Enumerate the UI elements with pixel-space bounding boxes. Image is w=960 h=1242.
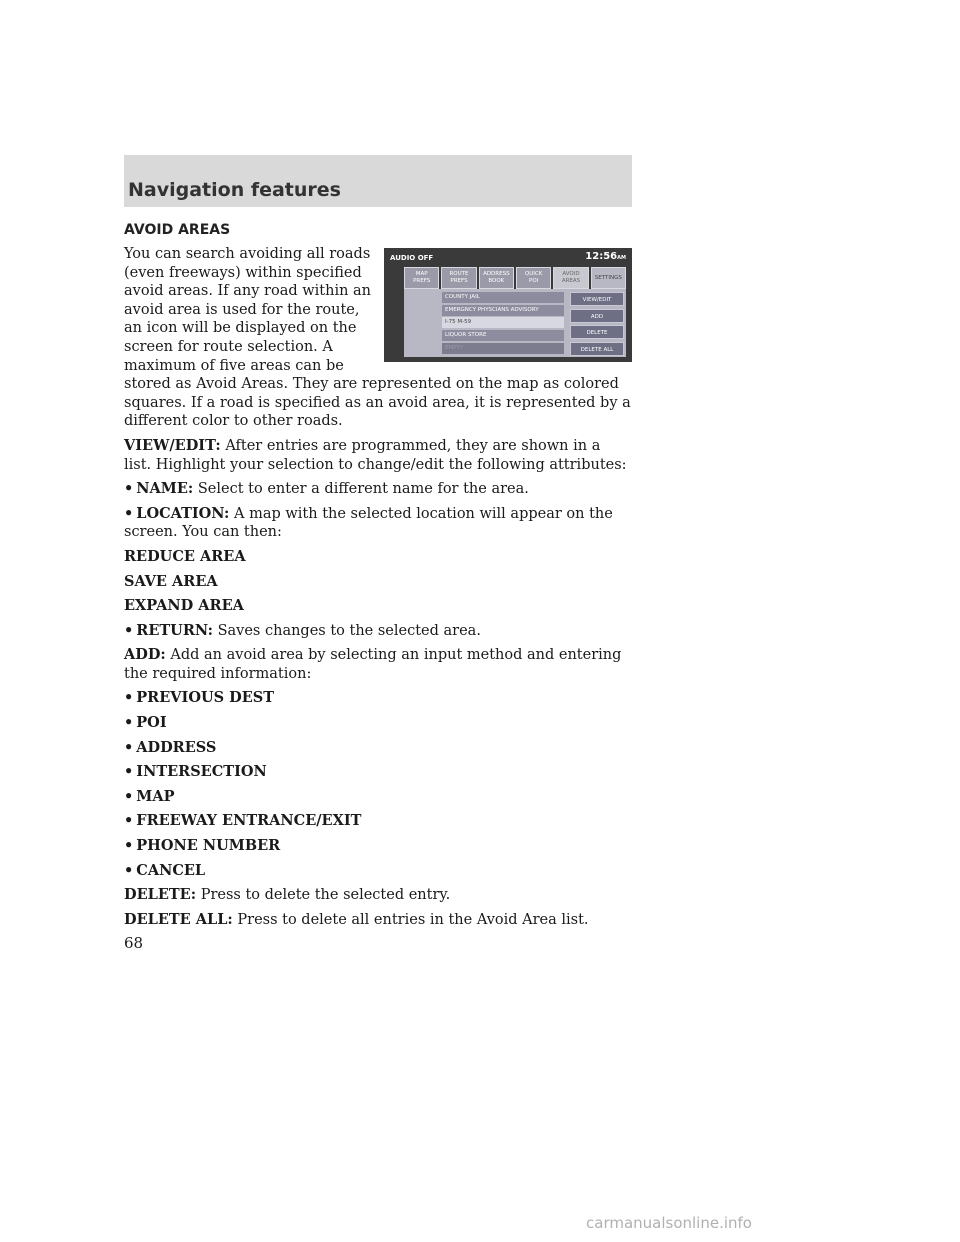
watermark-text: carmanualsonline.info [586, 1214, 752, 1232]
screen-tab-map-prefs: MAP PREFS [404, 267, 439, 289]
add-method-item: • PREVIOUS DEST [124, 689, 275, 707]
location-option: EXPAND AREA [124, 597, 244, 615]
add-paragraph: ADD: Add an avoid area by selecting an input method and entering the required information: [124, 646, 622, 682]
location-option: SAVE AREA [124, 572, 218, 590]
screen-tab-bar [404, 267, 626, 289]
screen-action-buttons [570, 292, 624, 358]
screen-delete-button: DELETE [570, 325, 624, 339]
navigation-screen-illustration [384, 248, 632, 362]
add-method-item: • POI [124, 714, 167, 732]
attribute-name-item: • NAME: Select to enter a different name for the area. [124, 480, 529, 498]
screen-view-edit-button: VIEW/EDIT [570, 292, 624, 306]
screen-delete-all-button: DELETE ALL [570, 342, 624, 356]
screen-tab-settings: SETTINGS [591, 267, 626, 289]
attribute-return-item: • RETURN: Saves changes to the selected area. [124, 621, 481, 639]
screen-list-item: EMERGNCY PHYSCIANS ADVISORY [442, 305, 564, 316]
screen-tab-quick-poi: QUICK POI [516, 267, 551, 289]
screen-list-item: COUNTY JAIL [442, 292, 564, 303]
screen-list-item-selected: I-75 M-59 [442, 317, 564, 328]
page-number: 68 [124, 934, 144, 952]
screen-tab-avoid-areas: AVOID AREAS [553, 267, 588, 289]
location-option: REDUCE AREA [124, 547, 246, 565]
screen-avoid-list [442, 292, 564, 355]
add-method-item: • FREEWAY ENTRANCE/EXIT [124, 812, 362, 830]
screen-add-button: ADD [570, 309, 624, 323]
screen-clock: 12:56AM [585, 251, 626, 262]
view-edit-paragraph: VIEW/EDIT: After entries are programmed, they are shown in a list. Highlight your selection to change/edit the following attributes: [124, 436, 627, 473]
avoid-areas-heading: AVOID AREAS [124, 222, 231, 238]
add-method-item: • INTERSECTION [124, 763, 267, 781]
screen-tab-route-prefs: ROUTE PREFS [441, 267, 476, 289]
delete-all-paragraph: DELETE ALL: Press to delete all entries in the Avoid Area list. [124, 910, 589, 928]
screen-list-item: LIQUOR STORE [442, 330, 564, 341]
section-header-bar [124, 155, 632, 207]
intro-paragraph: You can search avoiding all roads (even freeways) within specified avoid areas. If any road within an avoid area is used for the route, an icon will be displayed on the screen for route selection. A maximum of five areas can be stored as Avoid Areas. They are represented on the map as colored squares. If a road is specified as an avoid area, it is represented by a different color to other roads. [124, 246, 631, 430]
section-header-title: Navigation features [128, 179, 341, 201]
screen-list-item-empty: EMPTY [442, 343, 564, 354]
screen-tab-address-book: ADDRESS BOOK [479, 267, 514, 289]
page-content [124, 222, 632, 935]
screen-status-bar [388, 251, 628, 265]
screen-audio-status: AUDIO OFF [390, 254, 434, 262]
intro-block [124, 245, 632, 431]
add-method-item: • CANCEL [124, 861, 206, 879]
delete-paragraph: DELETE: Press to delete the selected entry. [124, 886, 451, 904]
add-method-item: • MAP [124, 787, 175, 805]
attribute-location-item: • LOCATION: A map with the selected location will appear on the screen. You can then: [124, 504, 613, 541]
add-method-item: • ADDRESS [124, 738, 217, 756]
add-method-item: • PHONE NUMBER [124, 837, 281, 855]
